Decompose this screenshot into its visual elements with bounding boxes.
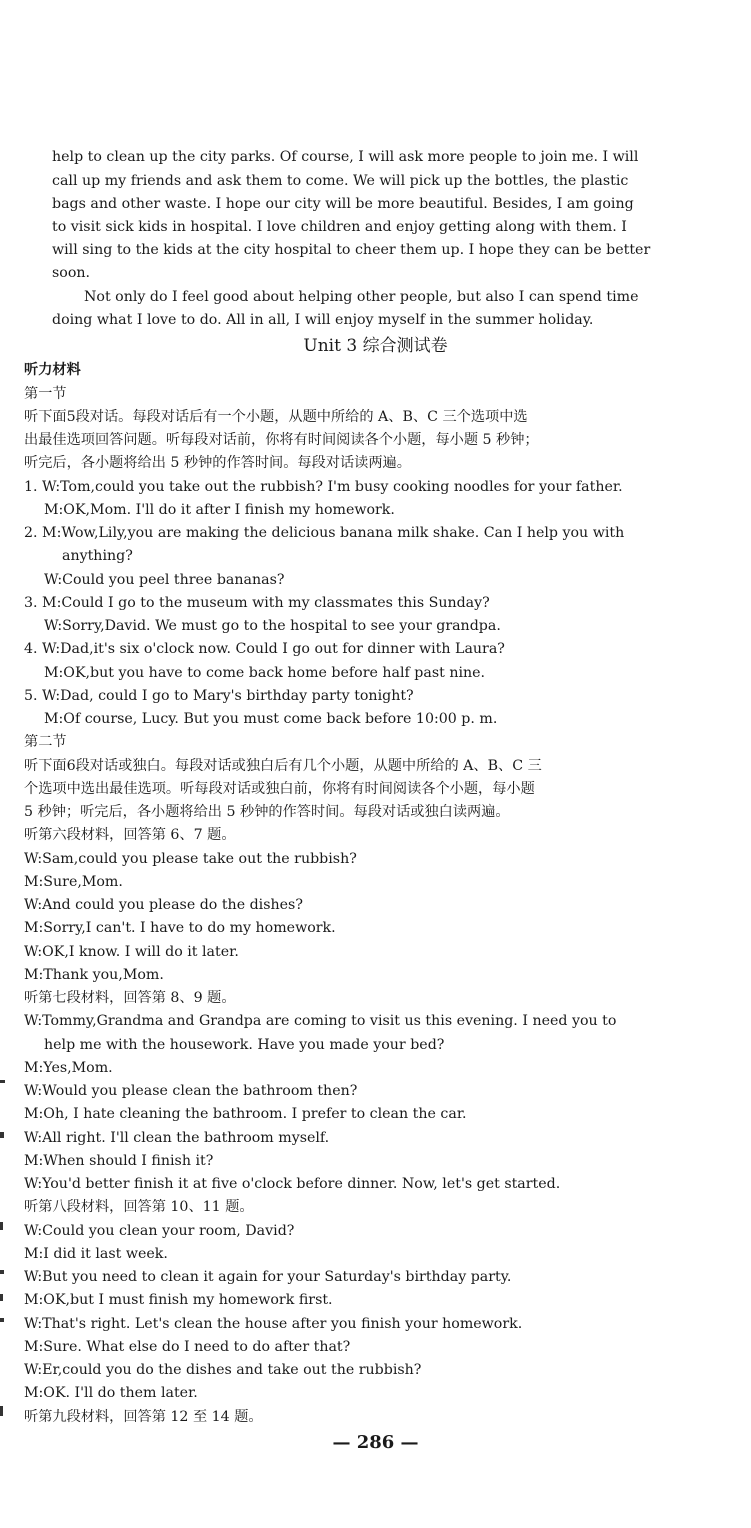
essay-line: Not only do I feel good about helping other people, but also I can spend time	[84, 289, 639, 305]
dialogue-line: W:Tommy,Grandma and Grandpa are coming to visit us this evening. I need you to	[24, 1013, 617, 1029]
margin-mark	[0, 1270, 4, 1274]
essay-line: call up my friends and ask them to come. We will pick up the bottles, the plastic	[52, 173, 629, 189]
essay-line: bags and other waste. I hope our city will be more beautiful. Besides, I am going	[52, 196, 634, 212]
section2-instruction: 听下面6段对话或独白。每段对话或独白后有几个小题，从题中所给的 A、B、C 三	[24, 758, 542, 774]
dialogue-line: W:And could you please do the dishes?	[24, 897, 303, 913]
dialogue-line: M:OK,but you have to come back home before half past nine.	[44, 665, 486, 681]
margin-mark	[0, 1294, 3, 1301]
dialogue-line: M:Sure,Mom.	[24, 874, 123, 890]
unit-title: Unit 3 综合测试卷	[303, 336, 448, 356]
dialogue-line: M:OK. I'll do them later.	[24, 1385, 198, 1401]
section1-heading: 第一节	[24, 386, 67, 402]
section1-instruction: 听完后，各小题将给出 5 秒钟的作答时间。每段对话读两遍。	[24, 455, 411, 471]
dialogue-line: 3. M:Could I go to the museum with my classmates this Sunday?	[24, 595, 490, 611]
listening-heading: 听力材料	[24, 362, 81, 378]
dialogue-line: 4. W:Dad,it's six o'clock now. Could I go out for dinner with Laura?	[24, 641, 505, 657]
essay-line: help to clean up the city parks. Of course, I will ask more people to join me. I will	[52, 149, 639, 165]
dialogue-line: M:Sorry,I can't. I have to do my homework.	[24, 920, 336, 936]
dialogue-line: W:All right. I'll clean the bathroom myself.	[24, 1130, 330, 1146]
margin-mark	[0, 1318, 4, 1322]
dialogue-line: M:Sure. What else do I need to do after that?	[24, 1339, 351, 1355]
part9-heading: 听第九段材料，回答第 12 至 14 题。	[24, 1409, 263, 1425]
part8-heading: 听第八段材料，回答第 10、11 题。	[24, 1199, 254, 1215]
section1-instruction: 出最佳选项回答问题。听每段对话前，你将有时间阅读各个小题，每小题 5 秒钟；	[24, 432, 539, 448]
dialogue-line: anything?	[62, 548, 133, 564]
dialogue-line: W:Sam,could you please take out the rubbish?	[24, 851, 357, 867]
margin-mark	[0, 1132, 4, 1138]
dialogue-line: help me with the housework. Have you made your bed?	[44, 1037, 445, 1053]
dialogue-line: W:Would you please clean the bathroom then?	[24, 1083, 358, 1099]
dialogue-line: W:Could you clean your room, David?	[24, 1223, 295, 1239]
essay-line: will sing to the kids at the city hospital to cheer them up. I hope they can be better	[52, 242, 651, 258]
dialogue-line: W:Er,could you do the dishes and take out the rubbish?	[24, 1362, 422, 1378]
section2-heading: 第二节	[24, 734, 67, 750]
dialogue-line: M:Yes,Mom.	[24, 1060, 113, 1076]
dialogue-line: M:Oh, I hate cleaning the bathroom. I prefer to clean the car.	[24, 1106, 467, 1122]
dialogue-line: W:Sorry,David. We must go to the hospital to see your grandpa.	[44, 618, 501, 634]
part6-heading: 听第六段材料，回答第 6、7 题。	[24, 827, 236, 843]
essay-line: soon.	[52, 265, 91, 281]
dialogue-line: M:I did it last week.	[24, 1246, 168, 1262]
dialogue-line: M:Thank you,Mom.	[24, 967, 164, 983]
dialogue-line: M:When should I finish it?	[24, 1153, 214, 1169]
essay-line: doing what I love to do. All in all, I will enjoy myself in the summer holiday.	[52, 312, 594, 328]
section2-instruction: 个选项中选出最佳选项。听每段对话或独白前，你将有时间阅读各个小题，每小题	[24, 781, 535, 797]
dialogue-line: W:But you need to clean it again for your Saturday's birthday party.	[24, 1269, 512, 1285]
margin-mark	[0, 1222, 3, 1230]
dialogue-line: M:Of course, Lucy. But you must come back before 10:00 p. m.	[44, 711, 498, 727]
section2-instruction: 5 秒钟；听完后，各小题将给出 5 秒钟的作答时间。每段对话或独白读两遍。	[24, 804, 510, 820]
margin-mark	[0, 1080, 5, 1083]
dialogue-line: M:OK,Mom. I'll do it after I finish my homework.	[44, 502, 395, 518]
dialogue-line: W:Could you peel three bananas?	[44, 572, 285, 588]
dialogue-line: W:You'd better finish it at five o'clock before dinner. Now, let's get started.	[24, 1176, 561, 1192]
dialogue-line: 5. W:Dad, could I go to Mary's birthday party tonight?	[24, 688, 414, 704]
dialogue-line: 1. W:Tom,could you take out the rubbish? I'm busy cooking noodles for your father.	[24, 479, 623, 495]
part7-heading: 听第七段材料，回答第 8、9 题。	[24, 990, 236, 1006]
section1-instruction: 听下面5段对话。每段对话后有一个小题，从题中所给的 A、B、C 三个选项中选	[24, 409, 528, 425]
dialogue-line: 2. M:Wow,Lily,you are making the delicious banana milk shake. Can I help you with	[24, 525, 625, 541]
margin-mark	[0, 1406, 3, 1416]
essay-line: to visit sick kids in hospital. I love children and enjoy getting along with them. I	[52, 219, 627, 235]
dialogue-line: W:OK,I know. I will do it later.	[24, 944, 239, 960]
dialogue-line: M:OK,but I must finish my homework first.	[24, 1292, 333, 1308]
page-number: — 286 —	[332, 1432, 419, 1453]
dialogue-line: W:That's right. Let's clean the house after you finish your homework.	[24, 1316, 523, 1332]
